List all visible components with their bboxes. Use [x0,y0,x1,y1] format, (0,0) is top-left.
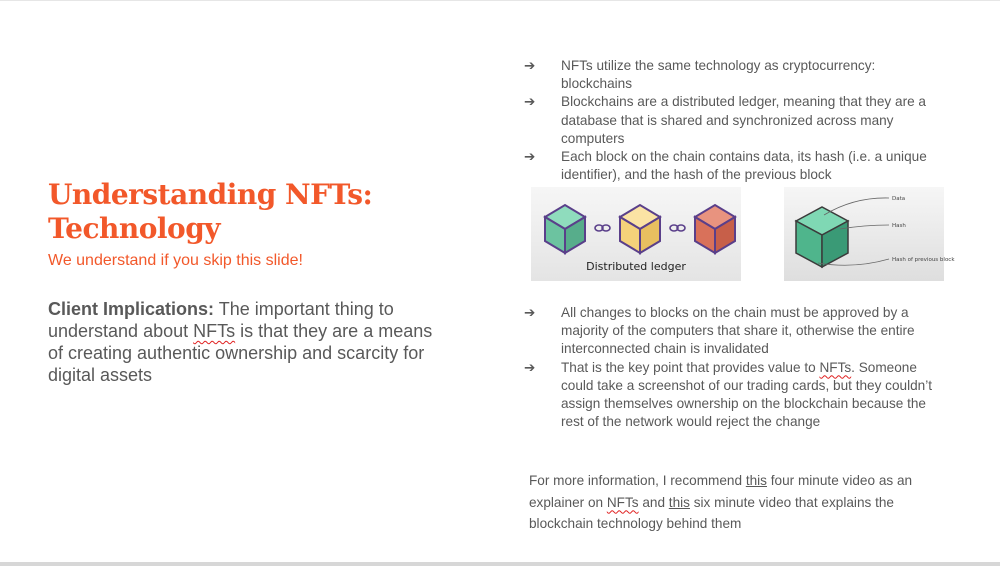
client-implications [48,298,438,386]
title-line-2: Technology [48,212,221,245]
list-item [524,148,944,184]
arrow-icon: ➔ [524,149,536,165]
bullet-list-top [524,57,944,184]
arrow-icon: ➔ [524,305,536,320]
yellow-block-icon [620,205,660,253]
list-item [524,93,944,148]
more-text-3: and [638,494,669,510]
label-data: Data [892,196,906,202]
arrow-icon: ➔ [524,94,536,110]
bullet-text: Blockchains are a distributed ledger, meaning that they are a database that is shared and synchronized across many computers [561,94,926,146]
bullet-text: NFTs utilize the same technology as cryptocurrency: blockchains [561,58,876,92]
arrow-icon: ➔ [524,359,536,375]
teal-block-icon [796,207,848,267]
list-item [524,304,944,359]
more-text-4: six minute video that explains the blockchain technology behind them [529,494,894,532]
bullet-text-2: . Someone could take a screenshot of our trading cards, but they couldn’t assign themselves ownership on the blockchain because the rest of the network would reject the change [561,359,933,430]
slide-subtitle: We understand if you skip this slide! [48,252,303,269]
chain-link-icon [670,225,685,231]
bullet-text: All changes to blocks on the chain must be approved by a majority of the computers that share it, otherwise the entire interconnected chain is invalidated [561,305,915,357]
slide-title [48,178,448,246]
chain-link-icon [595,225,610,231]
block-anatomy-image [784,187,955,281]
red-block-icon [695,205,735,253]
bottom-divider [0,562,1000,566]
video-link-1[interactable]: this [745,473,767,488]
video-link-2[interactable]: this [668,494,690,510]
block-anatomy-illustration [784,187,955,281]
nfts-word: NFTs [819,359,852,375]
client-implications-label: Client Implications: [48,299,215,319]
bullet-list-bottom [524,304,944,431]
green-block-icon [545,205,585,253]
client-text-1: The important thing to understand about [48,299,394,341]
more-text-1: For more information, I recommend [529,473,746,488]
arrow-icon: ➔ [524,58,536,73]
client-nfts-word: NFTs [193,321,236,341]
client-text-2: is that they are a means of creating authentic ownership and scarcity for digital assets [48,321,433,385]
list-item [524,359,944,432]
list-item [524,57,944,93]
label-prev-hash: Hash of previous block [892,257,955,263]
bullet-text: Each block on the chain contains data, its hash (i.e. a unique identifier), and the hash of the previous block [561,149,927,183]
more-information [529,470,949,535]
top-divider [0,0,1000,1]
ledger-caption: Distributed ledger [586,260,686,273]
bullet-text-1: That is the key point that provides value to [561,359,820,375]
title-line-1: Understanding NFTs: [48,178,373,211]
label-hash: Hash [892,223,906,229]
more-text-2: four minute video as an explainer on [529,473,913,510]
more-nfts-word: NFTs [606,494,639,510]
distributed-ledger-image [531,187,741,281]
